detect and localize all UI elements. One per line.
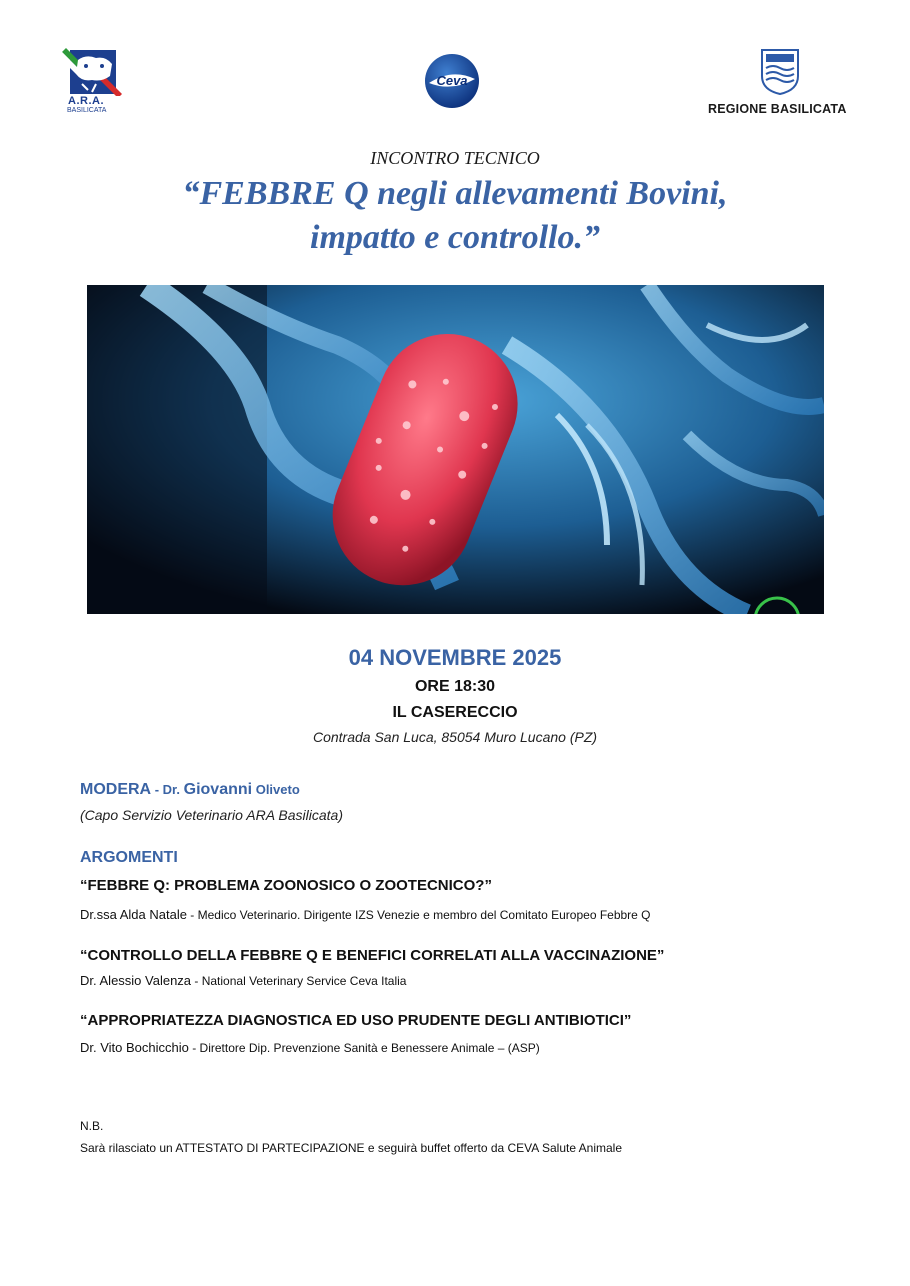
ceva-logo-icon [423,52,481,110]
event-time: ORE 18:30 [414,678,496,695]
ara-logo-text: A.R.A. [68,95,104,107]
topic-speaker-3 [80,1040,540,1055]
ceva-logo-text: Ceva [436,73,468,88]
regione-basilicata-logo [690,44,870,120]
bacterium-illustration [87,285,824,614]
regione-emblem-icon [690,44,870,96]
moderator-line [80,781,300,799]
topic-title-1: “FEBBRE Q: PROBLEMA ZOONOSICO O ZOOTECNICO?” [80,877,492,894]
moderator-last-name: Oliveto [252,782,300,797]
event-title-line-1: “FEBBRE Q negli allevamenti Bovini, [182,175,728,212]
moderator-label: MODERA [80,781,152,798]
topic-title-2: “CONTROLLO DELLA FEBBRE Q E BENEFICI CORRELATI ALLA VACCINAZIONE” [80,947,665,964]
speaker-name: Dr. Vito Bochicchio [80,1040,189,1055]
moderator-first-name: Giovanni [183,781,253,798]
speaker-name: Dr. Alessio Valenza [80,973,192,988]
hero-bacterium-image [87,285,824,614]
moderator-title: Dr. [162,782,184,797]
topics-heading: ARGOMENTI [80,849,178,866]
ara-basilicata-logo [62,46,126,118]
topic-speaker-2 [80,973,406,988]
event-title-line-2: impatto e controllo.” [310,219,600,256]
moderator-role: (Capo Servizio Veterinario ARA Basilicata) [80,807,343,823]
topic-speaker-1 [80,907,651,922]
ara-logo-subtext: BASILICATA [67,107,107,114]
regione-label: REGIONE BASILICATA [708,102,847,116]
moderator-separator: - [151,782,163,797]
ceva-logo [423,52,481,110]
speaker-name: Dr.ssa Alda Natale [80,907,187,922]
event-venue: IL CASERECCIO [392,704,518,721]
note-text: Sarà rilasciato un ATTESTATO DI PARTECIPAZIONE e seguirà buffet offerto da CEVA Salute Animale [80,1141,623,1155]
speaker-description: - Direttore Dip. Prevenzione Sanità e Benessere Animale – (ASP) [188,1041,540,1055]
event-kicker: INCONTRO TECNICO [370,148,540,168]
event-title [0,172,910,260]
topic-title-3: “APPROPRIATEZZA DIAGNOSTICA ED USO PRUDENTE DEGLI ANTIBIOTICI” [80,1012,632,1029]
event-date: 04 NOVEMBRE 2025 [348,645,562,670]
speaker-description: - National Veterinary Service Ceva Italia [191,974,407,988]
note-label: N.B. [80,1119,104,1133]
event-address: Contrada San Luca, 85054 Muro Lucano (PZ) [312,729,598,745]
speaker-description: - Medico Veterinario. Dirigente IZS Venezie e membro del Comitato Europeo Febbre Q [186,908,651,922]
ara-cow-logo-icon [62,46,126,96]
